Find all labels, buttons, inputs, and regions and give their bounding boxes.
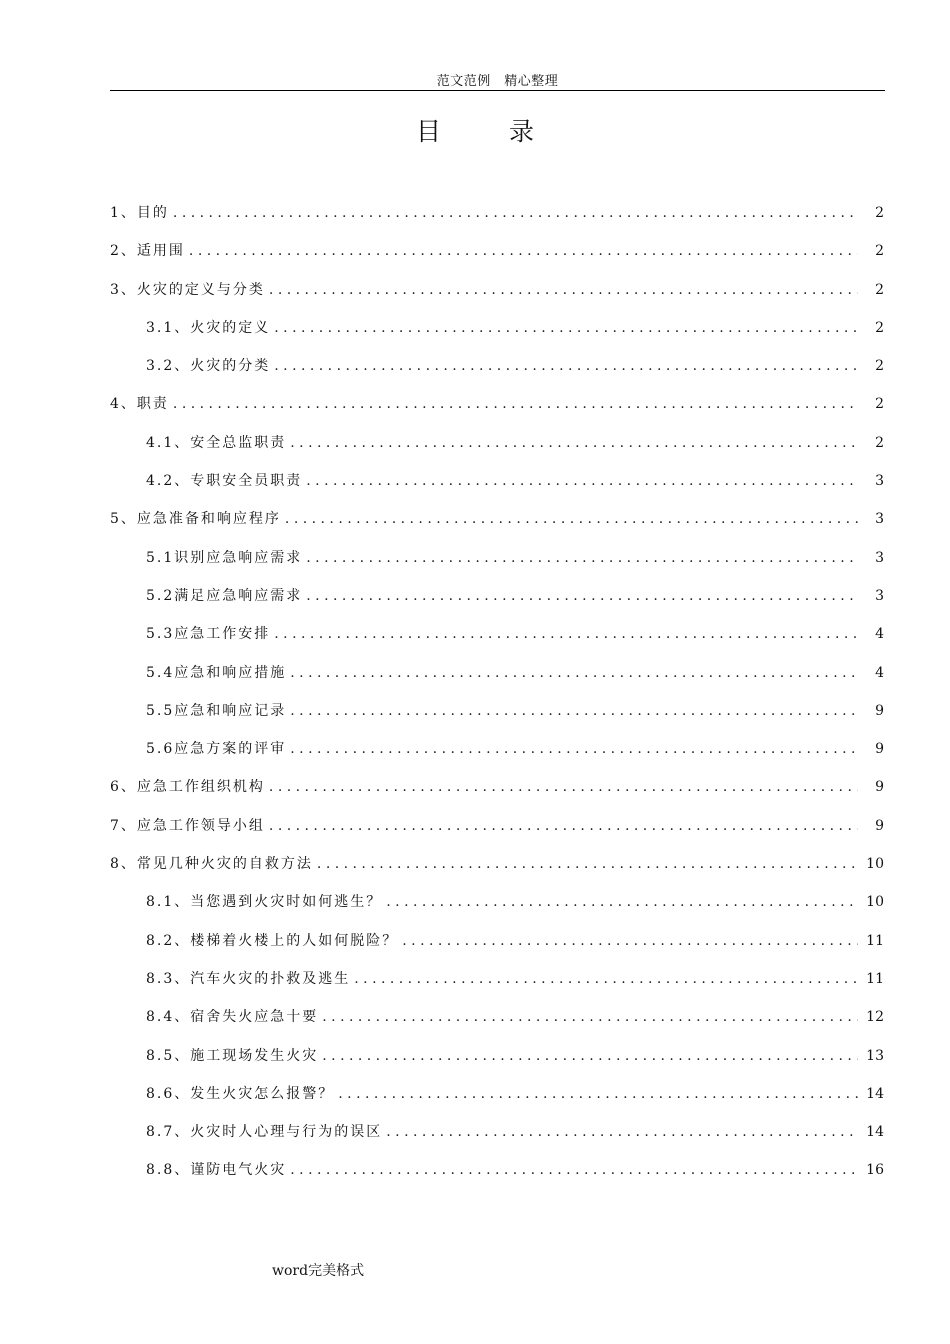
toc-entry-page-number: 9 <box>875 702 884 719</box>
toc-entry[interactable] <box>110 317 884 355</box>
toc-entry-page-number: 2 <box>875 319 884 336</box>
toc-entry-label: 4.1、安全总监职责 <box>146 434 287 451</box>
toc-dot-leader <box>386 1124 858 1140</box>
toc-dot-leader <box>290 665 858 681</box>
toc-dot-leader <box>290 741 858 757</box>
toc-entry-label: 8.2、楼梯着火楼上的人如何脱险？ <box>146 932 399 949</box>
toc-entry-label: 5.4应急和响应措施 <box>146 664 287 681</box>
toc-entry[interactable] <box>110 1006 884 1044</box>
toc-entry-page-number: 4 <box>875 664 884 681</box>
toc-entry-page-number: 2 <box>875 434 884 451</box>
toc-entry-label: 8.3、汽车火灾的扑救及逃生 <box>146 970 351 987</box>
toc-dot-leader <box>189 243 858 259</box>
toc-entry[interactable] <box>110 1083 884 1121</box>
toc-entry-page-number: 14 <box>866 1124 884 1141</box>
toc-entry[interactable] <box>110 1121 884 1159</box>
toc-dot-leader <box>285 511 858 527</box>
toc-entry-label: 4、职责 <box>110 396 169 413</box>
toc-dot-leader <box>269 818 858 834</box>
toc-entry[interactable] <box>110 930 884 968</box>
toc-entry-page-number: 2 <box>875 358 884 375</box>
toc-entry-label: 5.6应急方案的评审 <box>146 741 287 758</box>
toc-entry-label: 5.2满足应急响应需求 <box>146 587 303 604</box>
toc-entry-label: 5.1识别应急响应需求 <box>146 549 303 566</box>
toc-entry-page-number: 3 <box>875 511 884 528</box>
toc-entry[interactable] <box>110 470 884 508</box>
toc-entry[interactable] <box>110 853 884 891</box>
toc-dot-leader <box>322 1048 858 1064</box>
toc-entry-page-number: 2 <box>875 281 884 298</box>
toc-dot-leader <box>290 703 858 719</box>
toc-dot-leader <box>338 1086 858 1102</box>
toc-entry-label: 8.5、施工现场发生火灾 <box>146 1047 319 1064</box>
toc-entry-page-number: 11 <box>866 932 884 949</box>
toc-entry-label: 8.4、宿舍失火应急十要 <box>146 1009 319 1026</box>
toc-entry[interactable] <box>110 547 884 585</box>
toc-entry-label: 8.8、谨防电气火灾 <box>146 1162 287 1179</box>
toc-entry-label: 1、目的 <box>110 205 169 221</box>
toc-dot-leader <box>269 282 858 298</box>
toc-entry[interactable] <box>110 815 884 853</box>
toc-entry[interactable] <box>110 738 884 776</box>
toc-entry-label: 8.1、当您遇到火灾时如何逃生？ <box>146 894 383 911</box>
toc-entry-page-number: 4 <box>875 626 884 643</box>
toc-dot-leader <box>274 358 858 374</box>
toc-entry[interactable] <box>110 355 884 393</box>
page-title: 目 录 <box>416 117 564 146</box>
toc-entry[interactable] <box>110 968 884 1006</box>
toc-dot-leader <box>322 1009 858 1025</box>
toc-entry[interactable] <box>110 585 884 623</box>
toc-entry[interactable] <box>110 508 884 546</box>
toc-entry-page-number: 2 <box>875 396 884 413</box>
toc-entry-label: 5、应急准备和响应程序 <box>110 511 281 528</box>
toc-entry-label: 8.6、发生火灾怎么报警？ <box>146 1085 335 1102</box>
toc-entry[interactable] <box>110 393 884 431</box>
toc-dot-leader <box>173 205 858 221</box>
toc-dot-leader <box>306 588 858 604</box>
page-header <box>110 70 885 91</box>
toc-entry-label: 3.2、火灾的分类 <box>146 358 271 375</box>
toc-dot-leader <box>173 396 858 412</box>
toc-entry-label: 3.1、火灾的定义 <box>146 319 271 336</box>
toc-dot-leader <box>290 435 858 451</box>
toc-entry[interactable] <box>110 776 884 814</box>
toc-entry-label: 8.7、火灾时人心理与行为的误区 <box>146 1124 383 1141</box>
toc-dot-leader <box>386 894 858 910</box>
toc-entry-page-number: 11 <box>866 970 884 987</box>
toc-dot-leader <box>306 473 858 489</box>
toc-entry-label: 4.2、专职安全员职责 <box>146 473 303 490</box>
toc-entry-label: 7、应急工作领导小组 <box>110 817 265 834</box>
toc-entry[interactable] <box>110 623 884 661</box>
table-of-contents <box>110 202 884 1198</box>
toc-entry[interactable] <box>110 891 884 929</box>
toc-entry-page-number: 9 <box>875 817 884 834</box>
toc-entry-page-number: 12 <box>866 1009 884 1026</box>
toc-entry-label: 5.3应急工作安排 <box>146 626 271 643</box>
toc-entry[interactable] <box>110 700 884 738</box>
toc-entry[interactable] <box>110 202 884 240</box>
header-text: 范文范例 精心整理 <box>436 74 559 89</box>
toc-entry-label: 6、应急工作组织机构 <box>110 779 265 796</box>
toc-entry-page-number: 16 <box>866 1162 884 1179</box>
toc-entry-page-number: 9 <box>875 741 884 758</box>
toc-entry[interactable] <box>110 279 884 317</box>
toc-entry-page-number: 9 <box>875 779 884 796</box>
toc-entry-page-number: 10 <box>866 894 884 911</box>
toc-entry-page-number: 13 <box>866 1047 884 1064</box>
toc-entry-label: 2、适用围 <box>110 243 185 260</box>
toc-entry-page-number: 2 <box>875 243 884 260</box>
toc-entry[interactable] <box>110 240 884 278</box>
toc-entry[interactable] <box>110 432 884 470</box>
toc-entry-page-number: 10 <box>866 856 884 873</box>
toc-dot-leader <box>269 779 858 795</box>
toc-entry-page-number: 3 <box>875 549 884 566</box>
toc-dot-leader <box>306 550 858 566</box>
toc-entry[interactable] <box>110 1045 884 1083</box>
toc-entry-page-number: 3 <box>875 587 884 604</box>
toc-entry-label: 8、常见几种火灾的自救方法 <box>110 856 313 873</box>
toc-entry-page-number: 3 <box>875 473 884 490</box>
toc-dot-leader <box>354 971 858 987</box>
toc-entry[interactable] <box>110 1159 884 1197</box>
toc-dot-leader <box>402 933 858 949</box>
toc-entry-label: 3、火灾的定义与分类 <box>110 281 265 298</box>
page-footer: word完美格式 <box>272 1263 365 1279</box>
toc-dot-leader <box>274 320 858 336</box>
toc-entry-label: 5.5应急和响应记录 <box>146 702 287 719</box>
toc-dot-leader <box>317 856 858 872</box>
toc-dot-leader <box>274 626 858 642</box>
toc-entry[interactable] <box>110 662 884 700</box>
toc-dot-leader <box>290 1162 858 1178</box>
toc-entry-page-number: 14 <box>866 1085 884 1102</box>
toc-entry-page-number: 2 <box>875 205 884 221</box>
